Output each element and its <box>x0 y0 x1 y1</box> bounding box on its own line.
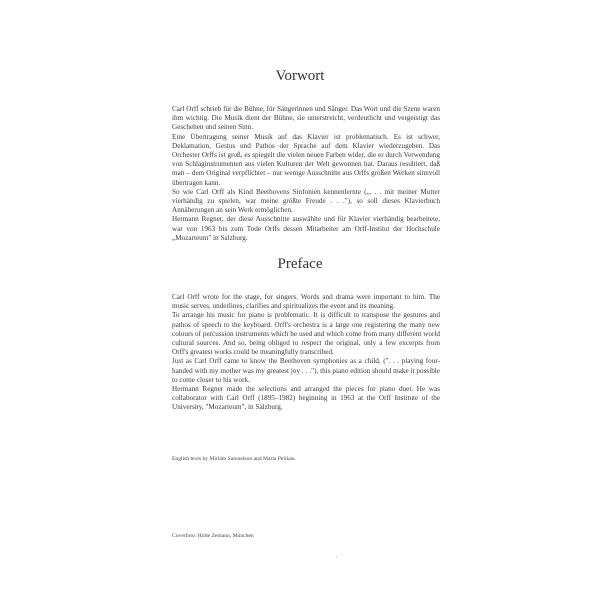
preface-heading: Preface <box>277 256 323 272</box>
translation-credit: English texts by Miriam Samuelson and Maria Pelikan. <box>172 456 296 462</box>
vorwort-paragraph: Hermann Regner, der diese Ausschnitte auswählte und für Klavier vierhändig bearbeitete, war von 1963 bis zum Tode Orffs dessen Mitarbeiter am Orff-Institut der Hochschule „Mozarteum" in Salzburg. <box>172 215 440 242</box>
preface-paragraph: Carl Orff wrote for the stage, for singers. Words and drama were important to him. The music serves, underlines, clarifies and spiritualizes the event and its meaning. <box>172 293 440 311</box>
preface-paragraph: To arrange his music for piano is problematic. It is difficult to transpose the gestures and pathos of speech to the keyboard. Orff's orchestra is a large one registering the many new colours of percussion instruments which he used and which come from many different world cultural sources. And so, being obliged to respect the original, only a few excerpts from Orff's greatest works could be meaningfully transcribed. <box>172 311 440 357</box>
preface-paragraph: Hermann Regner made the selections and arranged the pieces for piano duet. He was collaborator with Carl Orff (1895–1982) beginning in 1963 at the Orff Institute of the University, "Mozarteum", in Salzburg. <box>172 385 440 412</box>
vorwort-paragraph: Carl Orff schrieb für die Bühne, für Sängerinnen und Sänger. Das Wort und die Szene waren ihm wichtig. Die Musik dient der Bühne, sie unterstreicht, verdeutlicht und vergeistigt das Geschehen und seinen Sinn. <box>172 105 440 132</box>
preface-paragraph: Just as Carl Orff came to know the Beethoven symphonies as a child, (". . . playing four-handed with my mother was my greatest joy . . ."), this piano edition should make it possible to come closer to his work. <box>172 357 440 384</box>
page-speck <box>336 556 337 557</box>
vorwort-paragraph: Eine Übertragung seiner Musik auf das Klavier ist problematisch. Es ist schwer, Deklamation, Gestus und Pathos der Sprache auf dem Klavier wiederzugeben. Das Orchester Orffs ist groß, es spiegelt die vielen neuen Farben wider, die er durch Verwendung von Schlaginstrumenten aus vielen Kulturen der Welt gewonnen hat. Daraus resultiert, daß man – dem Original verpflichtet – nur wenige Ausschnitte aus Orffs großen Werken sinnvoll übertragen kann. <box>172 132 440 187</box>
vorwort-heading: Vorwort <box>275 68 325 84</box>
vorwort-paragraph: So wie Carl Orff als Kind Beethovens Sinfonien kennenlernte („. . . mit meiner Mutter vierhändig zu spielen, war meine größte Freude . . ."), so soll dieses Klavierbuch Annäherungen an sein Werk ermöglichen. <box>172 187 440 215</box>
cover-photo-credit: Coverfoto: Hilde Zemann, München <box>172 533 254 539</box>
preface-body <box>172 293 440 413</box>
vorwort-body <box>172 105 440 243</box>
